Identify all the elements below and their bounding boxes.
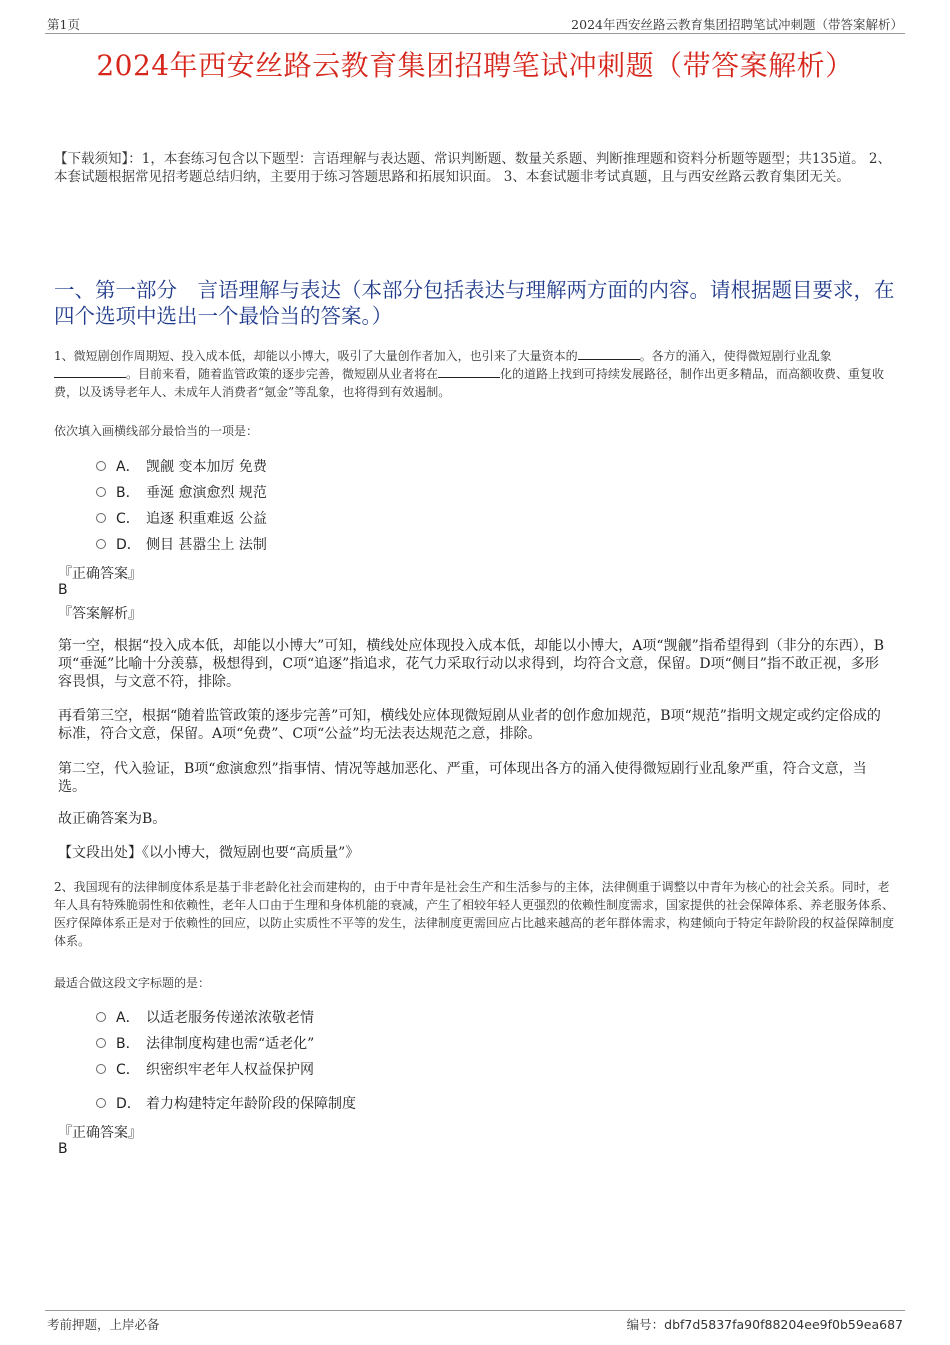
q2-option-d[interactable] <box>96 1092 356 1114</box>
option-text: 侧目 甚嚣尘上 法制 <box>146 537 267 553</box>
radio-icon[interactable] <box>96 1012 106 1022</box>
question-1-prompt: 依次填入画横线部分最恰当的一项是： <box>54 424 259 438</box>
radio-icon[interactable] <box>96 487 106 497</box>
option-letter: A． <box>116 459 140 475</box>
option-text: 觊觎 变本加厉 免费 <box>146 459 267 475</box>
q1-stem-part-b: 。各方的涌入，使得微短剧行业乱象 <box>639 349 832 363</box>
radio-icon[interactable] <box>96 513 106 523</box>
header-doc-title: 2024年西安丝路云教育集团招聘笔试冲刺题（带答案解析） <box>571 17 903 32</box>
question-2-prompt: 最适合做这段文字标题的是： <box>54 976 211 990</box>
page-header <box>45 12 905 34</box>
q1-analysis-conclusion: 故正确答案为B。 <box>58 811 167 827</box>
fill-blank-2 <box>54 366 126 378</box>
download-notice: 【下载须知】：1，本套练习包含以下题型：言语理解与表达题、常识判断题、数量关系题、判断推理题和资料分析题等题型；共135道。 2、本套试题根据常见招考题总结归纳，主要用于练习答题思路和拓展知识面。 3、本套试题非考试真题，且与西安丝路云教育集团无关。 <box>54 151 891 185</box>
q1-analysis-paragraph: 第一空，根据“投入成本低，却能以小博大”可知，横线处应体现投入成本低，却能以小博大，A项“觊觎”指希望得到（非分的东西），B项“垂涎”比喻十分羡慕，极想得到，C项“追逐”指追求，花气力采取行动以求得到，均符合文意，保留。D项“侧目”指不敢正视，多形容畏惧，与文意不符，排除。 <box>58 638 885 690</box>
section-heading: 一、第一部分 言语理解与表达（本部分包括表达与理解两方面的内容。请根据题目要求，在四个选项中选出一个最恰当的答案。） <box>54 278 895 328</box>
page-number: 第1页 <box>47 17 80 32</box>
q1-answer-value: B <box>58 582 68 598</box>
page-footer <box>45 1310 905 1334</box>
document-serial: 编号：dbf7d5837fa90f88204ee9f0b59ea687 <box>626 1317 903 1332</box>
fill-blank-1 <box>578 348 640 360</box>
option-text: 追逐 积重难返 公益 <box>146 511 267 527</box>
q1-analysis-paragraph: 第二空，代入验证，B项“愈演愈烈”指事情、情况等越加恶化、严重，可体现出各方的涌入使得微短剧行业乱象严重，符合文意，当选。 <box>58 761 867 795</box>
footer-slogan: 考前押题，上岸必备 <box>47 1317 160 1332</box>
q1-option-c[interactable] <box>96 507 267 529</box>
question-2-stem: 2、我国现有的法律制度体系是基于非老龄化社会而建构的，由于中青年是社会生产和生活参与的主体，法律侧重于调整以中青年为核心的社会关系。同时，老年人具有特殊脆弱性和依赖性，老年人口由于生理和身体机能的衰减，产生了相较年轻人更强烈的依赖性制度需求，国家提供的社会保障体系、养老服务体系、医疗保障体系正是对于依赖性的回应，以防止实质性不平等的发生，法律制度更需回应占比越来越高的老年群体需求，构建倾向于特定年龄阶段的权益保障制度体系。 <box>54 880 895 948</box>
q1-analysis-label: 『答案解析』 <box>58 606 142 622</box>
option-letter: D． <box>116 537 141 553</box>
fill-blank-3 <box>438 366 500 378</box>
option-letter: C． <box>116 1062 140 1078</box>
q1-stem-part-a: 1、微短剧创作周期短、投入成本低，却能以小博大，吸引了大量创作者加入，也引来了大量资本的 <box>54 349 578 363</box>
q2-answer-value: B <box>58 1141 68 1157</box>
option-text: 织密织牢老年人权益保护网 <box>146 1062 314 1078</box>
q2-option-a[interactable] <box>96 1006 314 1028</box>
q1-option-a[interactable] <box>96 455 267 477</box>
q1-analysis-paragraph: 再看第三空，根据“随着监管政策的逐步完善”可知，横线处应体现微短剧从业者的创作愈加规范，B项“规范”指明文规定或约定俗成的标准，符合文意，保留。A项“免费”、C项“公益”均无法表达规范之意，排除。 <box>58 708 881 742</box>
q1-source: 【文段出处】《以小博大，微短剧也要“高质量”》 <box>58 845 360 861</box>
q1-option-b[interactable] <box>96 481 267 503</box>
q1-stem-part-c: 。目前来看，随着监管政策的逐步完善，微短剧从业者将在 <box>126 367 439 381</box>
option-text: 垂涎 愈演愈烈 规范 <box>146 485 267 501</box>
q1-option-d[interactable] <box>96 533 267 555</box>
q2-option-c[interactable] <box>96 1058 314 1080</box>
radio-icon[interactable] <box>96 1064 106 1074</box>
radio-icon[interactable] <box>96 461 106 471</box>
q1-stem-part-d: 化的道路上找到可持续发展路径，制作出更多精品，而高额收费、重复收费，以及诱导老年人、未成年人消费者“氪金”等乱象，也将得到有效遏制。 <box>54 367 885 399</box>
option-text: 着力构建特定年龄阶段的保障制度 <box>146 1096 356 1112</box>
q2-option-b[interactable] <box>96 1032 314 1054</box>
document-title: 2024年西安丝路云教育集团招聘笔试冲刺题（带答案解析） <box>96 49 854 82</box>
option-letter: D． <box>116 1096 141 1112</box>
option-text: 以适老服务传递浓浓敬老情 <box>146 1010 314 1026</box>
option-letter: C． <box>116 511 140 527</box>
q2-answer-label: 『正确答案』 <box>58 1125 142 1141</box>
option-letter: B． <box>116 485 140 501</box>
option-text: 法律制度构建也需“适老化” <box>146 1036 315 1052</box>
option-letter: A． <box>116 1010 140 1026</box>
question-1-stem <box>54 347 898 401</box>
q1-answer-label: 『正确答案』 <box>58 566 142 582</box>
radio-icon[interactable] <box>96 1038 106 1048</box>
radio-icon[interactable] <box>96 539 106 549</box>
radio-icon[interactable] <box>96 1098 106 1108</box>
option-letter: B． <box>116 1036 140 1052</box>
